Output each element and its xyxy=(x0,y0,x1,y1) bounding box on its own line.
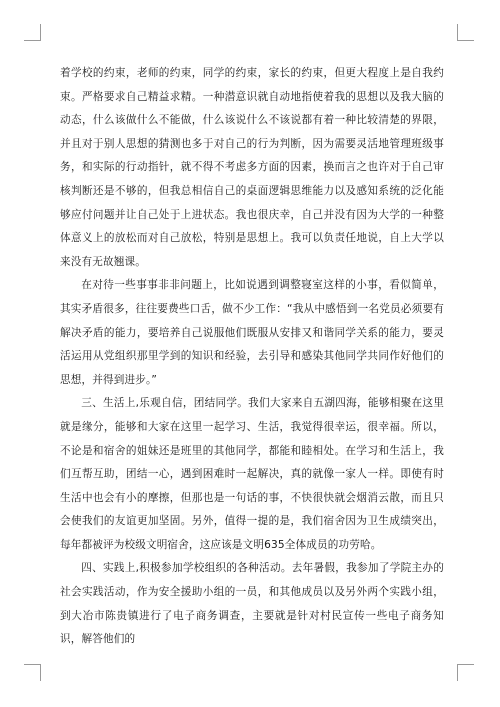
crop-mark-bottom-left xyxy=(24,664,41,681)
paragraph-life: 三、生活上,乐观自信，团结同学。我们大家来自五湖四海，能够相聚在这里就是缘分，能够和大家在这里一起学习、生活，我觉得很幸运，很幸福。所以，不论是和宿舍的姐妹还是班里的其他同学，都能和睦相处。在学习和生活上，我们互帮互助，团结一心，遇到困难时一起解决，真的就像一家人一样。即使有时生活中也会有小的摩擦，但那也是一句话的事，不快很快就会烟消云散，而且只会使我们的友谊更加坚固。另外，值得一提的是，我们宿舍因为卫生成绩突出，每年都被评为校级文明宿舍，这应该是文明635全体成员的功劳哈。 xyxy=(60,397,444,551)
crop-mark-bottom-right xyxy=(457,664,474,681)
crop-mark-top-left xyxy=(24,24,41,41)
paragraph-dorm-issues: 在对待一些事事非非问题上，比如说遇到调整寝室这样的小事，看似简单，其实矛盾很多，往往要费些口舌，做不少工作：“我从中感悟到一名党员必须要有解决矛盾的能力，要培养自己说服他们既服从安排又和谐同学关系的能力，要灵活运用从党组织那里学到的知识和经验，去引导和感染其他同学共同作好他们的思想，并得到进步。” xyxy=(60,279,444,386)
crop-mark-top-right xyxy=(457,24,474,41)
document-body xyxy=(60,62,444,652)
paragraph-practice: 四、实践上,积极参加学校组织的各种活动。去年暑假，我参加了学院主办的社会实践活动，作为安全援助小组的一员，和其他成员以及另外两个实践小组，到大冶市陈贵镇进行了电子商务调查，主要就是针对村民宣传一些电子商务知识，解答他们的 xyxy=(60,562,444,646)
paragraph-self-discipline: 着学校的约束，老师的约束，同学的约束，家长的约束，但更大程度上是自我约束。严格要求自己精益求精。一种潜意识就自动地指使着我的思想以及我大脑的动态，什么该做什么不能做，什么该说什么不该说都有着一种比较清楚的界限，并且对于别人思想的猜测也多于对自己的行为判断，因为需要灵活地管理班级事务，和实际的行动指针，就不得不考虑多方面的因素，换而言之也许对于自己审核判断还是不够的，但我总相信自己的桌面逻辑思维能力以及感知系统的泛化能够应付问题并让自己处于上进状态。我也很庆幸，自己并没有因为大学的一种整体意义上的放松而对自己放松，特别是思想上。我可以负责任地说，自上大学以来没有无故翘课。 xyxy=(60,67,444,268)
